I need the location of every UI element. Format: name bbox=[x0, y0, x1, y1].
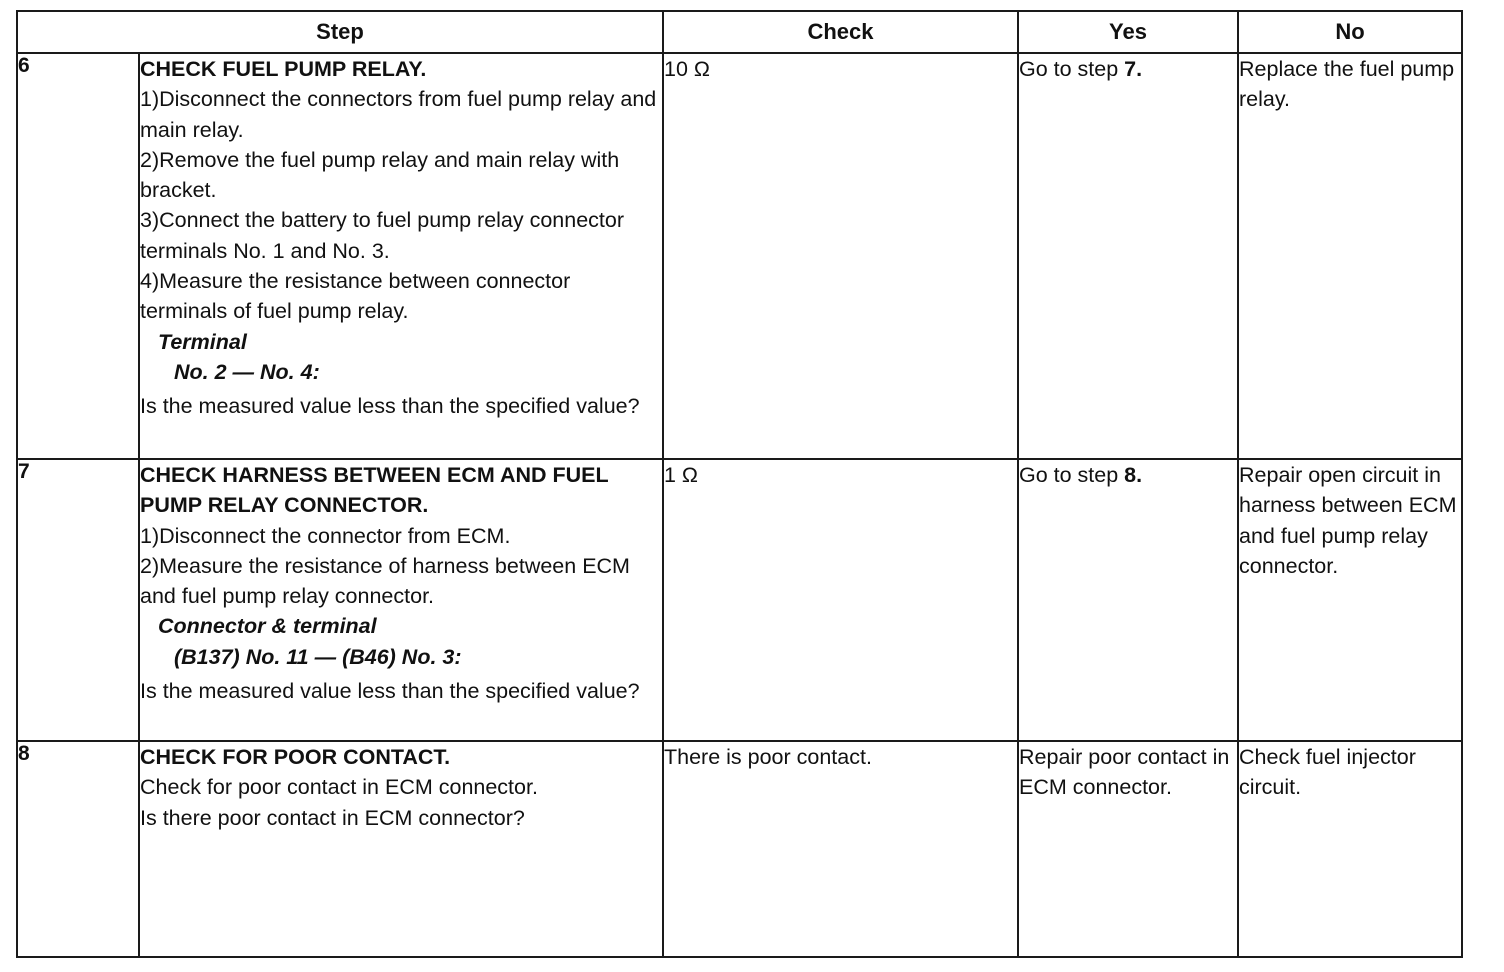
step-number: 6 bbox=[17, 53, 139, 459]
yes-step-link: 7. bbox=[1124, 57, 1143, 81]
spec-label: Terminal bbox=[158, 329, 247, 354]
spec-value: No. 2 — No. 4: bbox=[174, 359, 320, 384]
step-line: 2)Remove the fuel pump relay and main relay with bracket. bbox=[140, 147, 620, 203]
step-line: Check for poor contact in ECM connector. bbox=[140, 775, 538, 800]
yes-action bbox=[1018, 53, 1238, 459]
header-check: Check bbox=[663, 11, 1018, 53]
no-action: Replace the fuel pump relay. bbox=[1238, 53, 1462, 459]
yes-prefix: Go to step bbox=[1019, 463, 1125, 487]
yes-step-link: 8. bbox=[1124, 463, 1143, 487]
no-action: Repair open circuit in harness between ECM and fuel pump relay connector. bbox=[1238, 459, 1462, 741]
step-title: CHECK FUEL PUMP RELAY. bbox=[140, 57, 427, 81]
table-row bbox=[17, 741, 1462, 957]
header-row bbox=[17, 11, 1462, 53]
header-step: Step bbox=[17, 11, 663, 53]
step-line: 1)Disconnect the connector from ECM. bbox=[140, 523, 511, 548]
yes-prefix: Go to step bbox=[1019, 57, 1125, 81]
step-title: CHECK FOR POOR CONTACT. bbox=[140, 745, 451, 769]
yes-action: Repair poor contact in ECM connector. bbox=[1018, 741, 1238, 957]
check-value: 1 Ω bbox=[663, 459, 1018, 741]
diagnostic-table bbox=[16, 10, 1463, 958]
step-title: CHECK HARNESS BETWEEN ECM AND FUEL PUMP RELAY CONNECTOR. bbox=[140, 463, 609, 518]
check-value: 10 Ω bbox=[663, 53, 1018, 459]
spec-label: Connector & terminal bbox=[158, 614, 377, 639]
step-line: 2)Measure the resistance of harness between ECM and fuel pump relay connector. bbox=[140, 553, 630, 609]
check-value: There is poor contact. bbox=[663, 741, 1018, 957]
spec-value: (B137) No. 11 — (B46) No. 3: bbox=[174, 644, 462, 669]
step-description bbox=[139, 53, 663, 459]
step-description bbox=[139, 741, 663, 957]
step-question: Is the measured value less than the specified value? bbox=[140, 679, 640, 704]
header-yes: Yes bbox=[1018, 11, 1238, 53]
yes-action bbox=[1018, 459, 1238, 741]
step-number: 8 bbox=[17, 741, 139, 957]
header-no: No bbox=[1238, 11, 1462, 53]
step-number: 7 bbox=[17, 459, 139, 741]
step-line: 4)Measure the resistance between connector terminals of fuel pump relay. bbox=[140, 269, 571, 324]
table-row bbox=[17, 459, 1462, 741]
step-description bbox=[139, 459, 663, 741]
no-action: Check fuel injector circuit. bbox=[1238, 741, 1462, 957]
step-question: Is the measured value less than the specified value? bbox=[140, 394, 640, 419]
step-line: 1)Disconnect the connectors from fuel pump relay and main relay. bbox=[140, 87, 657, 142]
step-line: Is there poor contact in ECM connector? bbox=[140, 805, 525, 830]
table-row bbox=[17, 53, 1462, 459]
step-line: 3)Connect the battery to fuel pump relay connector terminals No. 1 and No. 3. bbox=[140, 208, 625, 263]
